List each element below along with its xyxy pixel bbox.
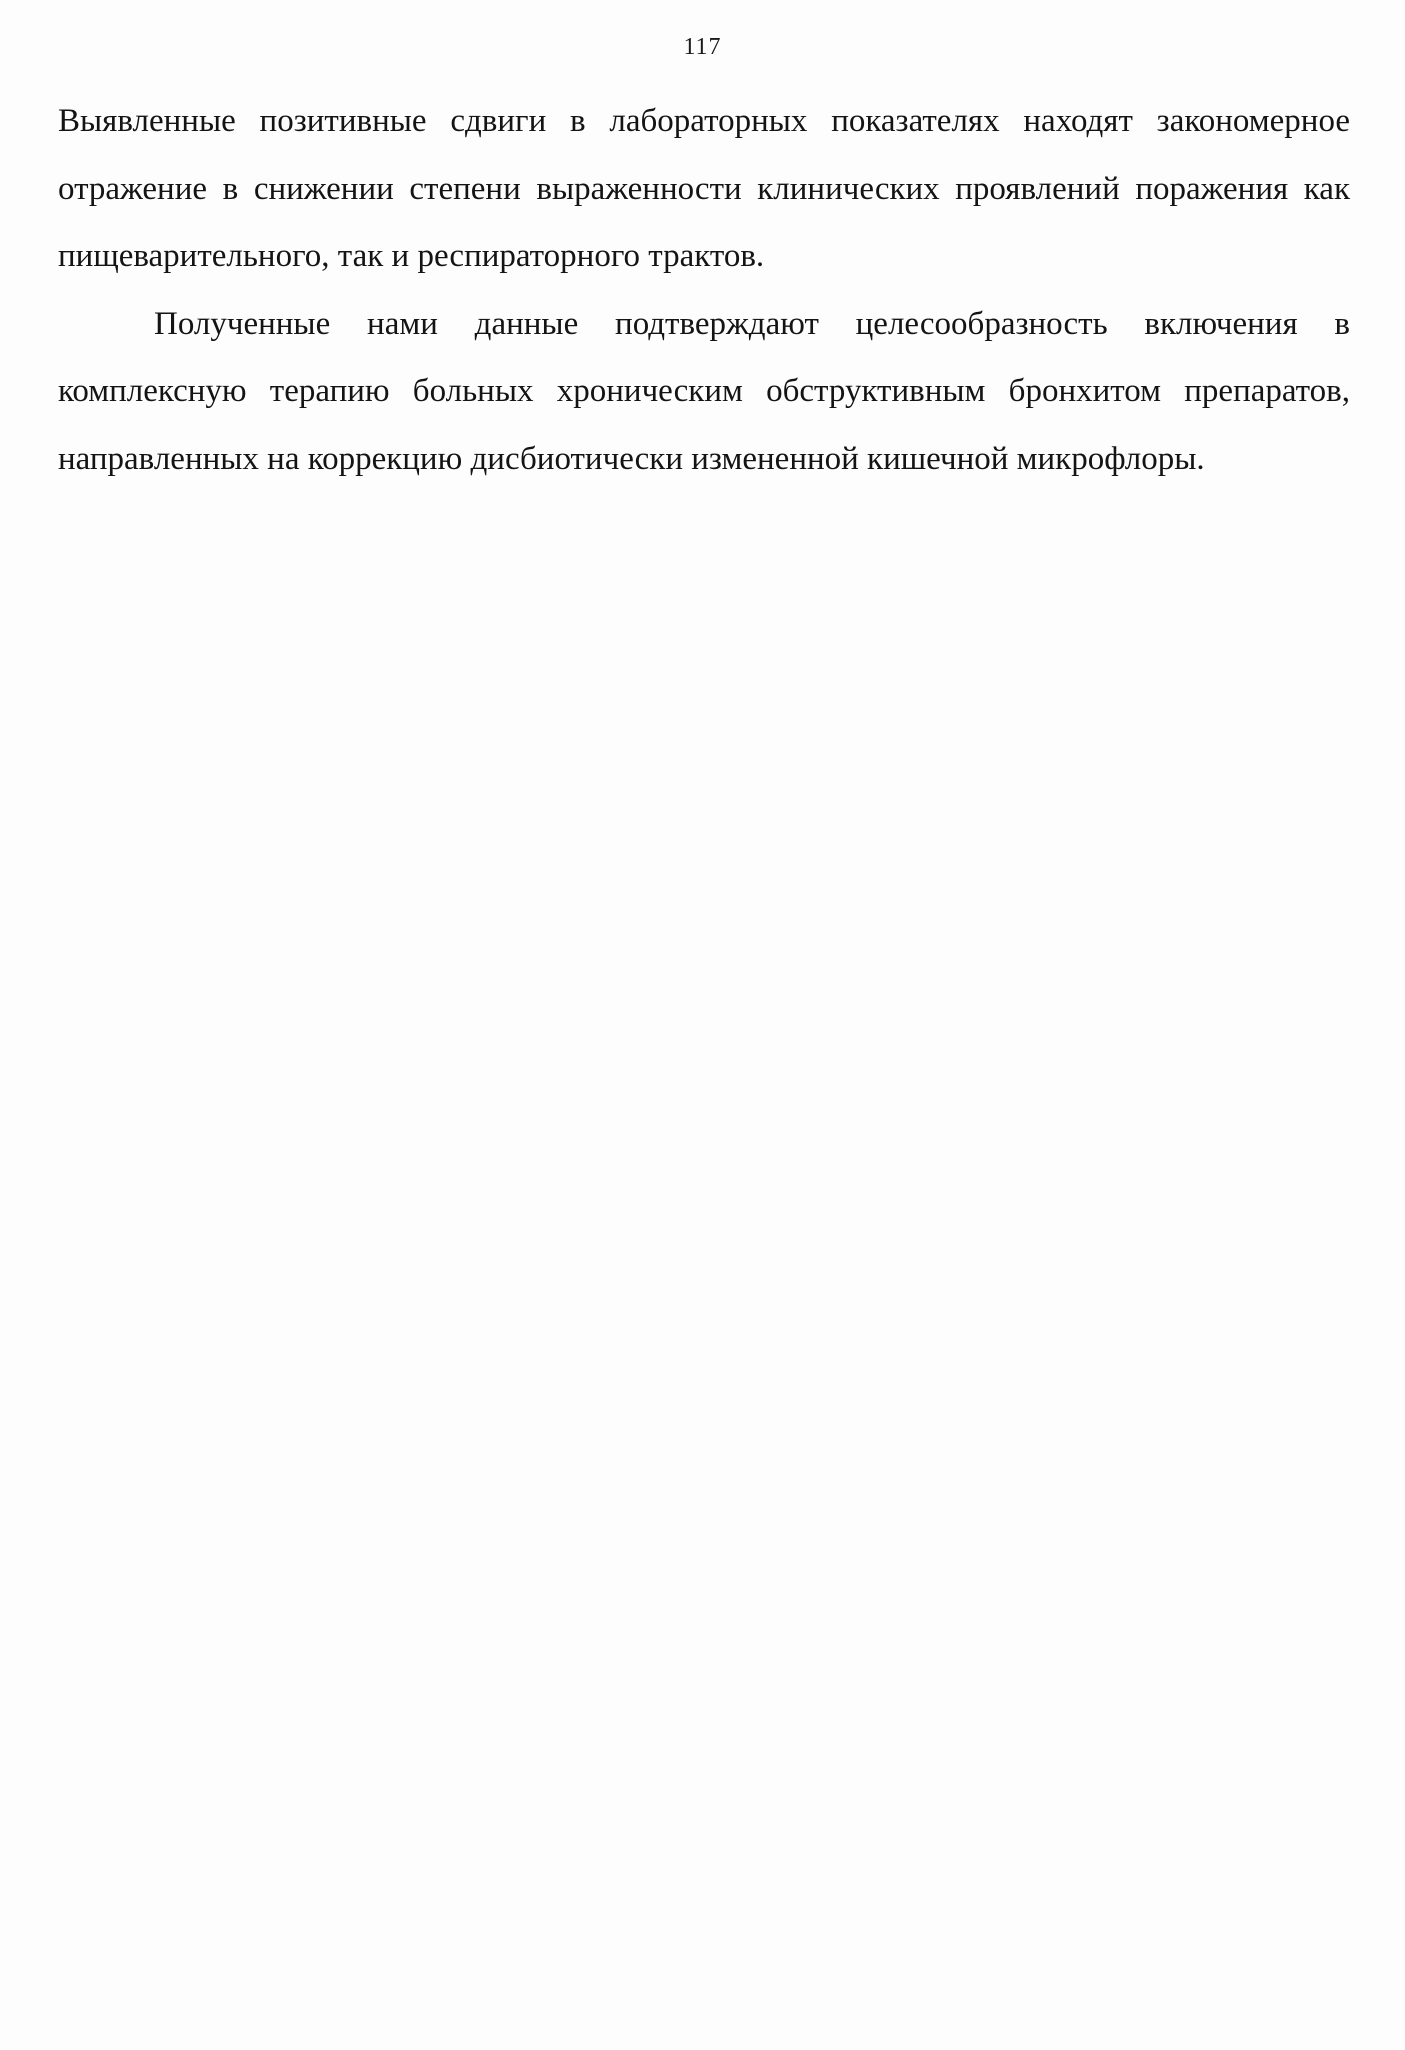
page-number: 117 xyxy=(683,34,722,60)
document-body xyxy=(58,88,1350,493)
paragraph-conclusion: Полученные нами данные подтверждают целесообразность включения в комплексную терапию больных хроническим обструктивным бронхитом препаратов, направленных на коррекцию дисбиотически измененной кишечной микрофлоры. xyxy=(58,305,1350,477)
paragraph-findings: Выявленные позитивные сдвиги в лабораторных показателях находят закономерное отражение в снижении степени выраженности клинических проявлений поражения как пищеварительного, так и респираторного трактов. xyxy=(58,103,1350,274)
